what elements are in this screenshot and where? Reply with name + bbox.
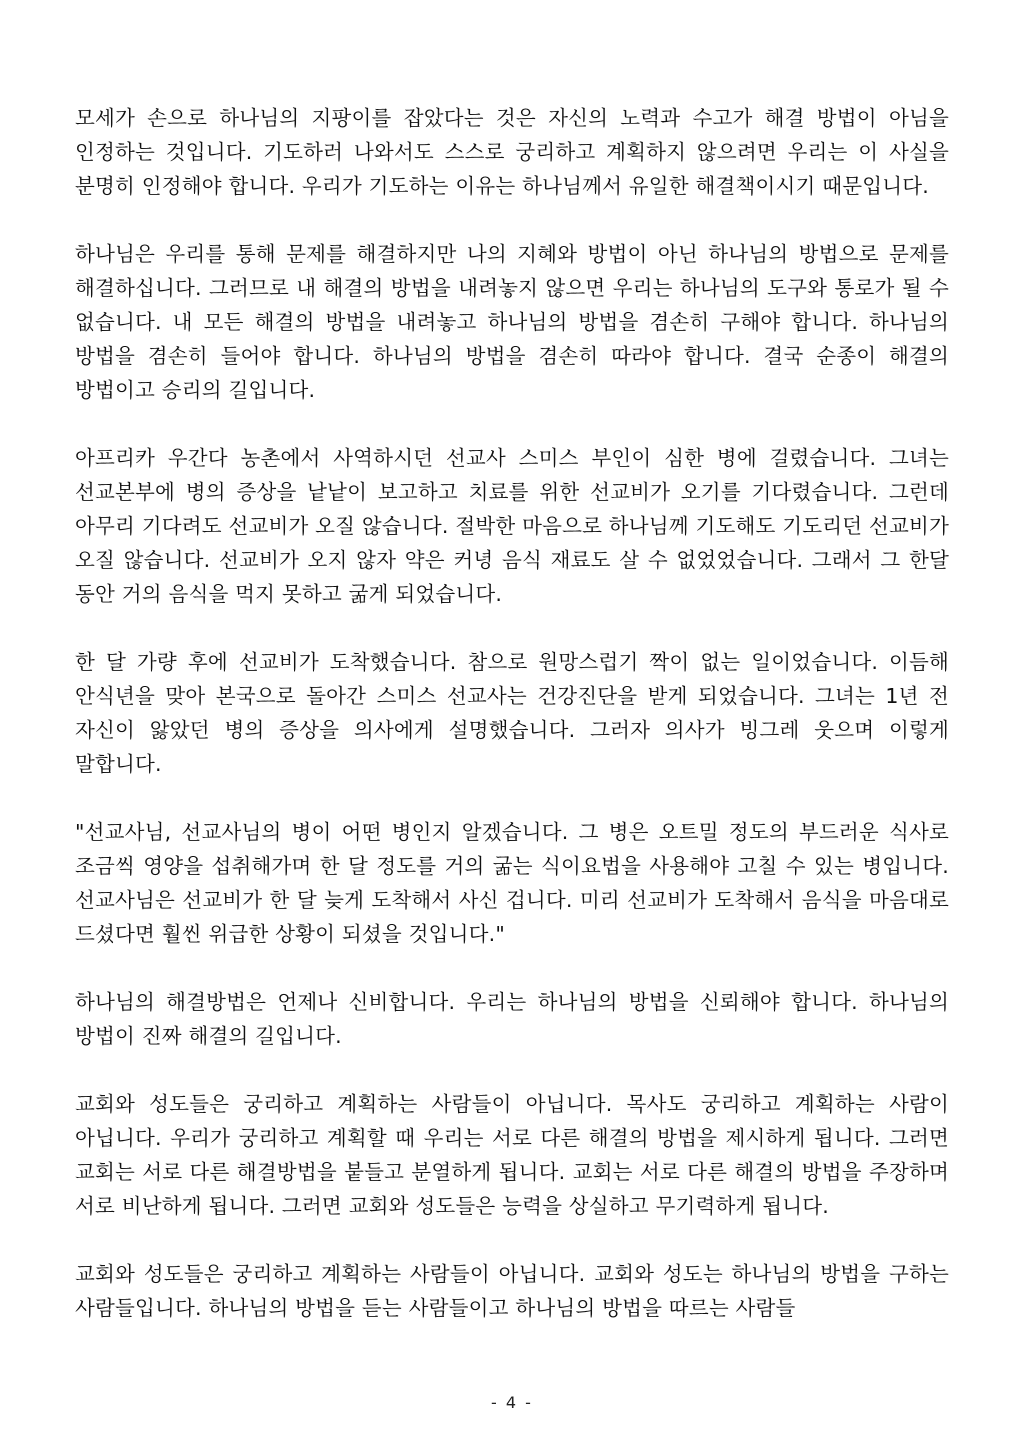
paragraph-6: 하나님의 해결방법은 언제나 신비합니다. 우리는 하나님의 방법을 신뢰해야 합니다. 하나님의 방법이 진짜 해결의 길입니다.	[75, 990, 949, 1048]
paragraph-5-quote: "선교사님, 선교사님의 병이 어떤 병인지 알겠습니다. 그 병은 오트밀 정도의 부드러운 식사로 조금씩 영양을 섭취해가며 한 달 정도를 거의 굶는 식이요법을 사용해야 고칠 수 있는 병입니다. 선교사님은 선교비가 한 달 늦게 도착해서 사신 겁니다. 미리 선교비가 도착해서 음식을 마음대로 드셨다면 훨씬 위급한 상황이 되셨을 것입니다."	[75, 820, 949, 946]
paragraph-7: 교회와 성도들은 궁리하고 계획하는 사람들이 아닙니다. 목사도 궁리하고 계획하는 사람이 아닙니다. 우리가 궁리하고 계획할 때 우리는 서로 다른 해결의 방법을 제시하게 됩니다. 그러면 교회는 서로 다른 해결방법을 붙들고 분열하게 됩니다. 교회는 서로 다른 해결의 방법을 주장하며 서로 비난하게 됩니다. 그러면 교회와 성도들은 능력을 상실하고 무기력하게 됩니다.	[75, 1092, 949, 1218]
body-text	[75, 101, 949, 1359]
paragraph-8: 교회와 성도들은 궁리하고 계획하는 사람들이 아닙니다. 교회와 성도는 하나님의 방법을 구하는 사람들입니다. 하나님의 방법을 듣는 사람들이고 하나님의 방법을 따르는 사람들	[75, 1262, 949, 1320]
paragraph-1: 모세가 손으로 하나님의 지팡이를 잡았다는 것은 자신의 노력과 수고가 해결 방법이 아님을 인정하는 것입니다. 기도하러 나와서도 스스로 궁리하고 계획하지 않으려면 우리는 이 사실을 분명히 인정해야 합니다. 우리가 기도하는 이유는 하나님께서 유일한 해결책이시기 때문입니다.	[75, 106, 949, 198]
paragraph-2: 하나님은 우리를 통해 문제를 해결하지만 나의 지혜와 방법이 아닌 하나님의 방법으로 문제를 해결하십니다. 그러므로 내 해결의 방법을 내려놓지 않으면 우리는 하나님의 도구와 통로가 될 수 없습니다. 내 모든 해결의 방법을 내려놓고 하나님의 방법을 겸손히 구해야 합니다. 하나님의 방법을 겸손히 들어야 합니다. 하나님의 방법을 겸손히 따라야 합니다. 결국 순종이 해결의 방법이고 승리의 길입니다.	[75, 242, 949, 402]
paragraph-4: 한 달 가량 후에 선교비가 도착했습니다. 참으로 원망스럽기 짝이 없는 일이었습니다. 이듬해 안식년을 맞아 본국으로 돌아간 스미스 선교사는 건강진단을 받게 되었습니다. 그녀는 1년 전 자신이 앓았던 병의 증상을 의사에게 설명했습니다. 그러자 의사가 빙그레 웃으며 이렇게 말합니다.	[75, 650, 949, 776]
paragraph-3: 아프리카 우간다 농촌에서 사역하시던 선교사 스미스 부인이 심한 병에 걸렸습니다. 그녀는 선교본부에 병의 증상을 낱낱이 보고하고 치료를 위한 선교비가 오기를 기다렸습니다. 그런데 아무리 기다려도 선교비가 오질 않습니다. 절박한 마음으로 하나님께 기도해도 기도리던 선교비가 오질 않습니다. 선교비가 오지 않자 약은 커녕 음식 재료도 살 수 없었었습니다. 그래서 그 한달 동안 거의 음식을 먹지 못하고 굶게 되었습니다.	[75, 446, 949, 606]
page-number: - 4 -	[491, 1393, 533, 1412]
